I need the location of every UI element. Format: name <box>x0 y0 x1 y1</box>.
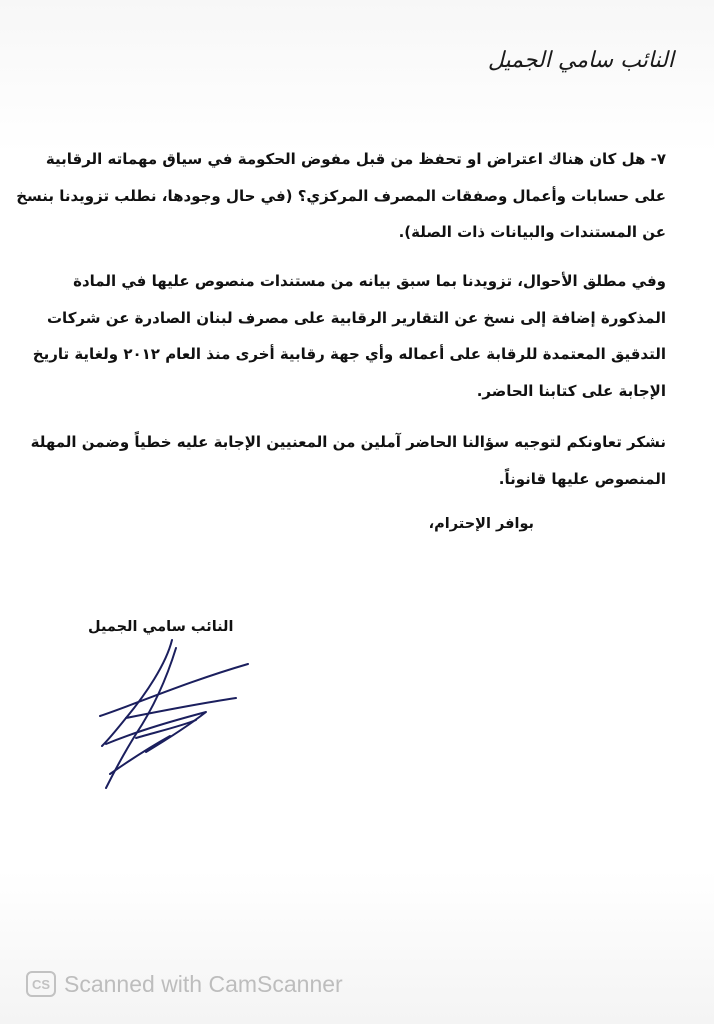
question-7-line: ٧- هل كان هناك اعتراض او تحفظ من قبل مفوض الحكومة في سياق مهماته الرقابية <box>45 150 666 168</box>
signatory-name: النائب سامي الجميل <box>88 619 234 635</box>
camscanner-logo-icon: CS <box>26 971 56 997</box>
camscanner-watermark <box>26 968 343 1000</box>
closing-salutation: بوافر الإحترام، <box>428 516 534 532</box>
paragraph-request-line: التدقيق المعتمدة للرقابة على أعماله وأي جهة رقابية أخرى منذ العام ٢٠١٢ ولغاية تاريخ <box>32 345 666 363</box>
letterhead-signature: النائب سامي الجميل <box>487 48 674 73</box>
question-7-line: على حسابات وأعمال وصفقات المصرف المركزي؟ (في حال وجودها، نطلب تزويدنا بنسخ <box>16 186 666 205</box>
question-7-line: عن المستندات والبيانات ذات الصلة). <box>398 223 666 241</box>
paragraph-thanks-line: نشكر تعاونكم لتوجيه سؤالنا الحاضر آملين من المعنيين الإجابة عليه خطياً وضمن المهلة <box>30 433 666 451</box>
paragraph-thanks <box>30 424 666 497</box>
question-7 <box>16 141 666 251</box>
paragraph-request-line: المذكورة إضافة إلى نسخ عن التقارير الرقابية على مصرف لبنان الصادرة عن شركات <box>46 308 666 327</box>
watermark-text: Scanned with CamScanner <box>64 970 343 997</box>
paragraph-request-line: الإجابة على كتابنا الحاضر. <box>476 381 666 400</box>
paragraph-request <box>32 263 666 409</box>
paragraph-request-line: وفي مطلق الأحوال، تزويدنا بما سبق بيانه من مستندات منصوص عليها في المادة <box>73 272 666 290</box>
handwritten-signature <box>96 634 256 794</box>
paragraph-thanks-line: المنصوص عليها قانوناً. <box>498 469 666 488</box>
